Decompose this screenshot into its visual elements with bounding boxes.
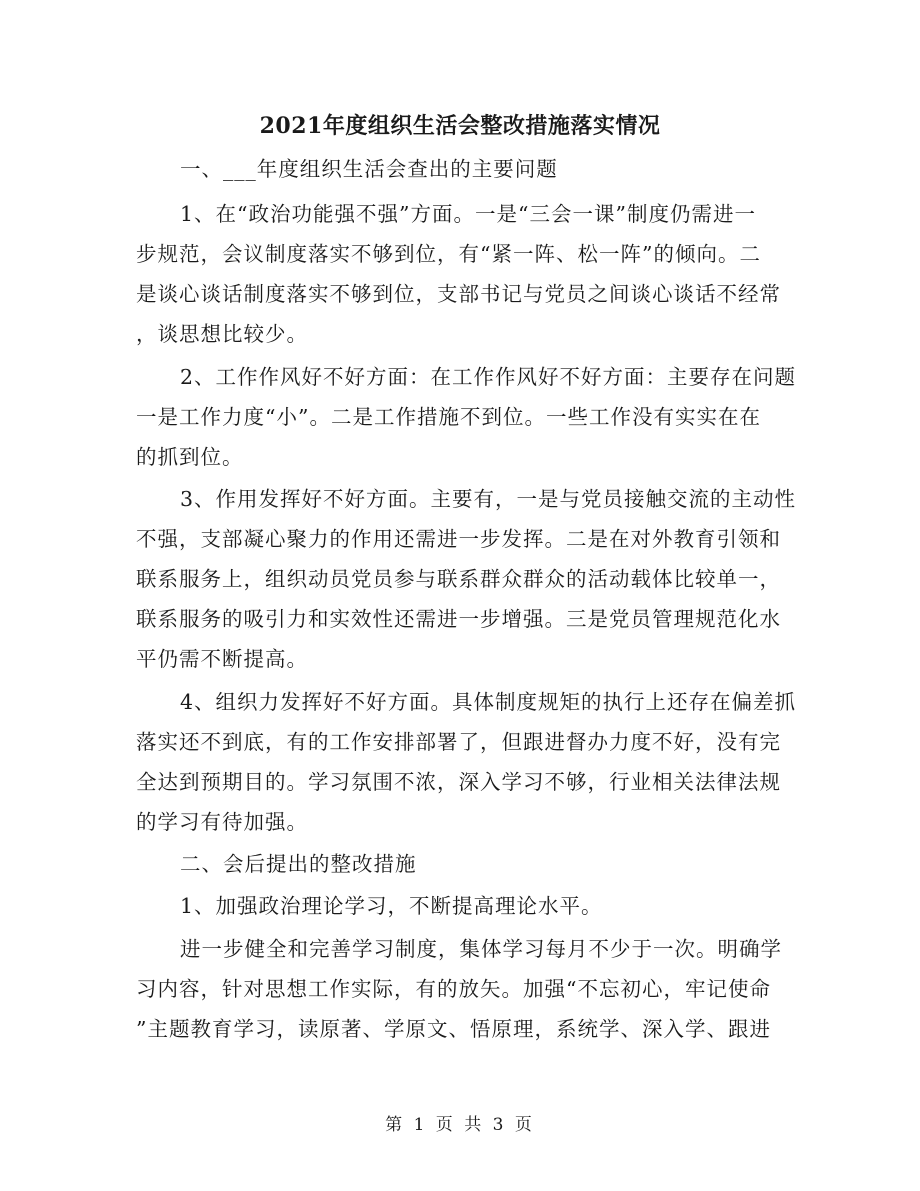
section-heading: 二、会后提出的整改措施 xyxy=(180,852,417,876)
paragraph-line: 联系服务上，组织动员党员参与联系群众群众的活动载体比较单一， xyxy=(136,567,781,591)
paragraph-line: 一是工作力度“小”。二是工作措施不到位。一些工作没有实实在在 xyxy=(136,405,761,429)
paragraph-line: 的抓到位。 xyxy=(136,445,244,469)
paragraph-line: 平仍需不断提高。 xyxy=(136,647,308,671)
document-title: 2021年度组织生活会整改措施落实情况 xyxy=(259,113,661,139)
paragraph-line: 是谈心谈话制度落实不够到位，支部书记与党员之间谈心谈话不经常 xyxy=(136,282,781,306)
paragraph-line: 习内容，针对思想工作实际，有的放矢。加强“不忘初心，牢记使命 xyxy=(136,977,771,1001)
paragraph-line: 3、作用发挥好不好方面。主要有，一是与党员接触交流的主动性 xyxy=(180,487,797,511)
paragraph-line: 1、在“政治功能强不强”方面。一是“三会一课”制度仍需进一 xyxy=(180,202,756,226)
paragraph-line: 2、工作作风好不好方面：在工作作风好不好方面：主要存在问题 xyxy=(180,365,797,389)
page-footer: 第 1 页 共 3 页 xyxy=(385,1115,535,1135)
paragraph-line: ”主题教育学习，读原著、学原文、悟原理，系统学、深入学、跟进 xyxy=(136,1017,771,1041)
section-heading: 一、___年度组织生活会查出的主要问题 xyxy=(180,157,558,181)
paragraph-line: 的学习有待加强。 xyxy=(136,810,308,834)
paragraph-line: 步规范，会议制度落实不够到位，有“紧一阵、松一阵”的倾向。二 xyxy=(136,242,761,266)
paragraph-line: 全达到预期目的。学习氛围不浓，深入学习不够，行业相关法律法规 xyxy=(136,770,781,794)
paragraph-line: 不强，支部凝心聚力的作用还需进一步发挥。二是在对外教育引领和 xyxy=(136,527,781,551)
paragraph-line: 落实还不到底，有的工作安排部署了，但跟进督办力度不好，没有完 xyxy=(136,730,781,754)
paragraph-line: 联系服务的吸引力和实效性还需进一步增强。三是党员管理规范化水 xyxy=(136,607,781,631)
paragraph-line: 进一步健全和完善学习制度，集体学习每月不少于一次。明确学 xyxy=(180,937,782,961)
paragraph-line: ，谈思想比较少。 xyxy=(136,322,308,346)
paragraph-line: 1、加强政治理论学习，不断提高理论水平。 xyxy=(180,894,603,918)
paragraph-line: 4、组织力发挥好不好方面。具体制度规矩的执行上还存在偏差抓 xyxy=(180,690,797,714)
